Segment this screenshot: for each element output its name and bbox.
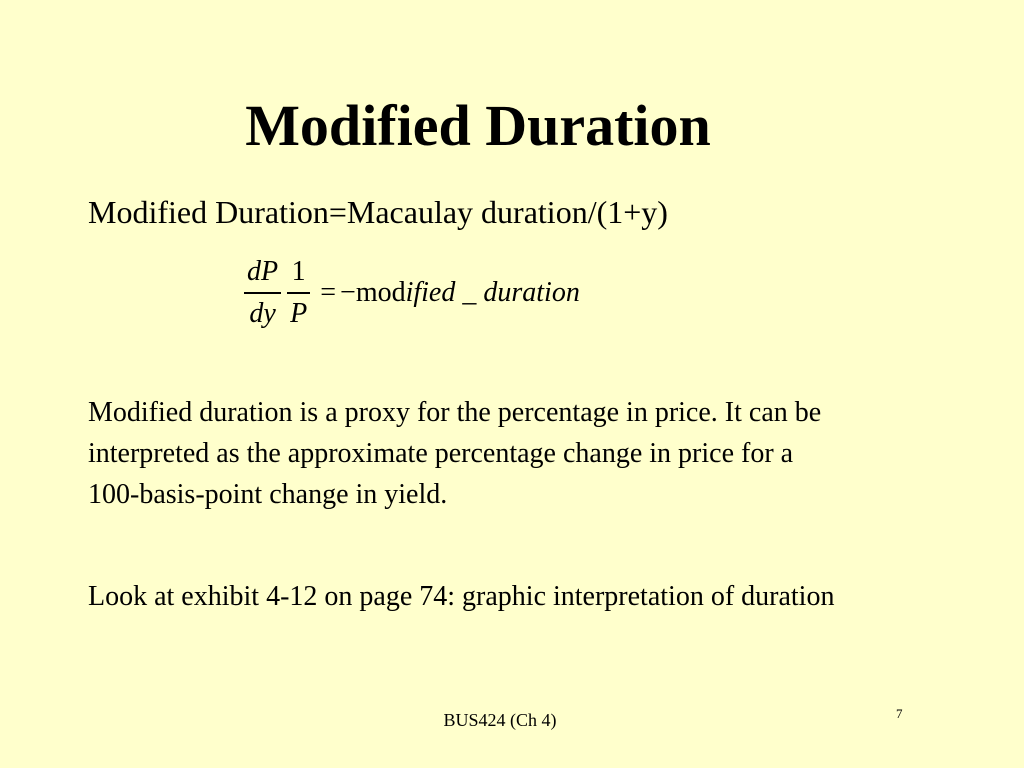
formula-rest: ified _ duration xyxy=(405,277,580,308)
slide-title: Modified Duration xyxy=(245,93,711,158)
slide-footer: BUS424 (Ch 4) xyxy=(443,710,557,730)
fraction-bar xyxy=(244,292,281,294)
fraction-denominator: dy xyxy=(249,297,276,329)
equals-sign: = xyxy=(320,277,337,308)
fraction-dp-dy xyxy=(244,255,281,331)
definition-line: Modified Duration=Macaulay duration/(1+y) xyxy=(88,194,668,230)
fraction-numerator: 1 xyxy=(291,256,306,288)
formula xyxy=(244,252,580,334)
paragraph-modified-duration: Modified duration is a proxy for the percentage in price. It can be interpreted as the approximate percentage change in price for a 100-basis-point change in yield. xyxy=(88,397,822,510)
fraction-denominator: P xyxy=(290,297,308,329)
page-number: 7 xyxy=(896,706,903,721)
paragraph-exhibit-reference: Look at exhibit 4-12 on page 74: graphic interpretation of duration xyxy=(88,581,835,612)
fraction-numerator: dP xyxy=(247,256,279,288)
formula-mod: mod xyxy=(355,277,406,308)
minus-sign: − xyxy=(340,277,356,308)
fraction-one-over-p xyxy=(287,255,310,331)
fraction-bar xyxy=(287,292,310,294)
